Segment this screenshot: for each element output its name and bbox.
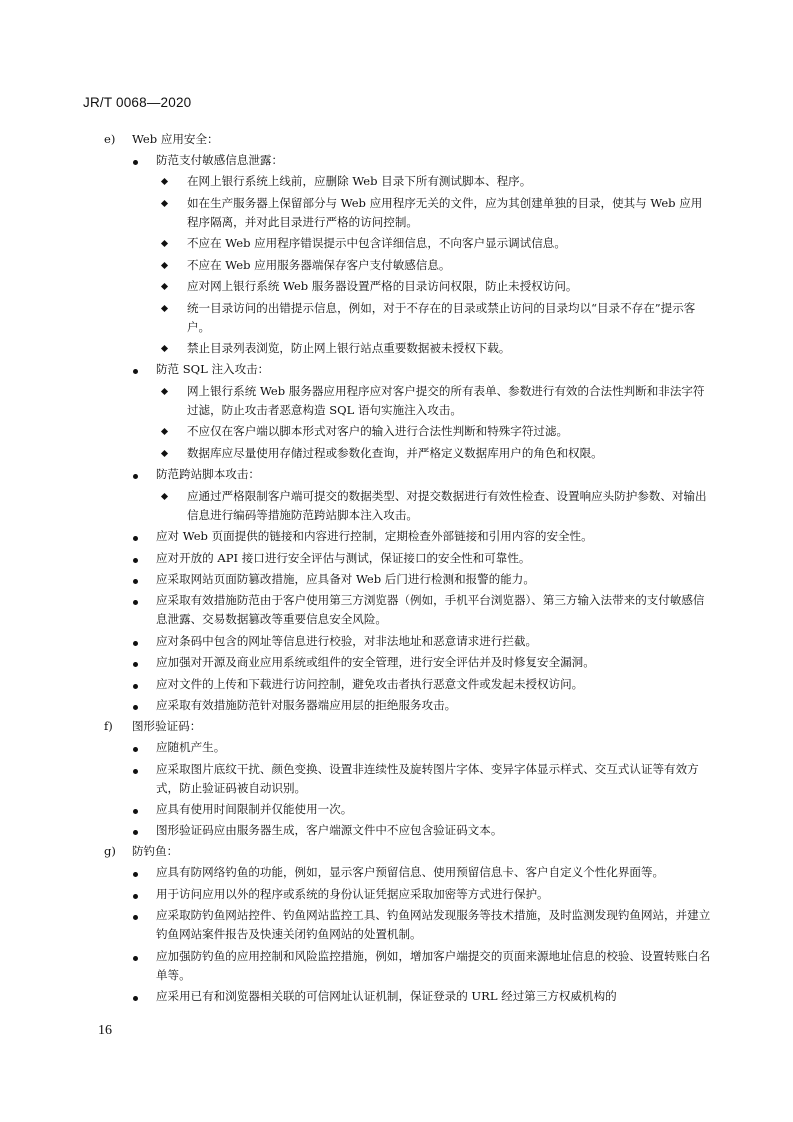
list-item-text: 应加强对开源及商业应用系统或组件的安全管理，进行安全评估并及时修复安全漏洞。 (156, 655, 595, 670)
sub-list-item (0, 339, 793, 358)
bullet-icon (133, 579, 138, 584)
sub-list-item-text: 不应仅在客户端以脚本形式对客户的输入进行合法性判断和特殊字符过滤。 (187, 424, 569, 439)
diamond-bullet-icon (161, 493, 168, 500)
bullet-icon (133, 996, 138, 1001)
diamond-bullet-icon (161, 450, 168, 457)
list-item (0, 151, 793, 170)
list-item-text: 应采取网站页面防篡改措施，应具备对 Web 后门进行检测和报警的能力。 (156, 572, 535, 587)
section-label: f) (104, 718, 113, 733)
bullet-icon (133, 705, 138, 710)
sub-list-item (0, 444, 793, 463)
bullet-icon (133, 894, 138, 899)
bullet-icon (133, 915, 138, 920)
bullet-icon (133, 769, 138, 774)
sub-list-item (0, 299, 793, 337)
diamond-bullet-icon (161, 200, 168, 207)
list-item (0, 465, 793, 484)
section-label: e) (104, 131, 116, 146)
diamond-bullet-icon (161, 240, 168, 247)
list-item (0, 675, 793, 694)
list-item-text: 防范 SQL 注入攻击： (156, 362, 270, 377)
bullet-icon (133, 956, 138, 961)
diamond-bullet-icon (161, 388, 168, 395)
list-item (0, 821, 793, 840)
sub-list-item-text: 禁止目录列表浏览，防止网上银行站点重要数据被未授权下载。 (187, 341, 511, 356)
list-item-text: 用于访问应用以外的程序或系统的身份认证凭据应采取加密等方式进行保护。 (156, 886, 549, 901)
sub-list-item-text: 应对网上银行系统 Web 服务器设置严格的目录访问权限，防止未授权访问。 (187, 279, 578, 294)
sub-list-item-text: 在网上银行系统上线前，应删除 Web 目录下所有测试脚本、程序。 (187, 174, 532, 189)
sub-list-item-text: 统一目录访问的出错提示信息，例如，对于不存在的目录或禁止访问的目录均以“目录不存在”提示客户。 (187, 300, 696, 334)
sub-list-item (0, 256, 793, 275)
list-item-text: 应对开放的 API 接口进行安全评估与测试，保证接口的安全性和可靠性。 (156, 550, 531, 565)
bullet-icon (133, 684, 138, 689)
list-item (0, 800, 793, 819)
bullet-icon (133, 830, 138, 835)
diamond-bullet-icon (161, 305, 168, 312)
sub-list-item-text: 如在生产服务器上保留部分与 Web 应用程序无关的文件，应为其创建单独的目录，使其与 Web 应用程序隔离，并对此目录进行严格的访问控制。 (187, 195, 703, 229)
list-item-text: 应采取有效措施防范由于客户使用第三方浏览器（例如，手机平台浏览器）、第三方输入法带来的支付敏感信息泄露、交易数据篡改等重要信息安全风险。 (156, 593, 705, 627)
list-item-text: 应加强防钓鱼的应用控制和风险监控措施，例如，增加客户端提交的页面来源地址信息的校验、设置转账白名单等。 (156, 948, 711, 982)
list-item-text: 防范支付敏感信息泄露： (156, 152, 284, 167)
list-item (0, 863, 793, 882)
bullet-icon (133, 872, 138, 877)
list-item (0, 696, 793, 715)
list-item (0, 885, 793, 904)
section-title: Web 应用安全： (132, 131, 219, 146)
sub-list-item (0, 382, 793, 420)
diamond-bullet-icon (161, 178, 168, 185)
document-body (0, 128, 793, 1006)
sub-list-item (0, 234, 793, 253)
bullet-icon (133, 474, 138, 479)
list-item (0, 632, 793, 651)
list-item (0, 987, 793, 1006)
diamond-bullet-icon (161, 262, 168, 269)
page-number: 16 (98, 1023, 112, 1038)
diamond-bullet-icon (161, 283, 168, 290)
sub-list-item (0, 194, 793, 232)
bullet-icon (133, 558, 138, 563)
list-item (0, 549, 793, 568)
sub-list-item-text: 不应在 Web 应用程序错误提示中包含详细信息，不向客户显示调试信息。 (187, 236, 566, 251)
list-item-text: 应采取有效措施防范针对服务器端应用层的拒绝服务攻击。 (156, 698, 457, 713)
section-heading (0, 842, 793, 861)
bullet-icon (133, 600, 138, 605)
list-item (0, 360, 793, 379)
list-item (0, 760, 793, 798)
diamond-bullet-icon (161, 345, 168, 352)
section-heading (0, 717, 793, 736)
bullet-icon (133, 662, 138, 667)
sub-list-item-text: 网上银行系统 Web 服务器应用程序应对客户提交的所有表单、参数进行有效的合法性判断和非法字符过滤，防止攻击者恶意构造 SQL 语句实施注入攻击。 (187, 383, 705, 417)
list-item-text: 应随机产生。 (156, 740, 226, 755)
list-item (0, 570, 793, 589)
list-item-text: 防范跨站脚本攻击： (156, 467, 260, 482)
sub-list-item (0, 172, 793, 191)
bullet-icon (133, 641, 138, 646)
sub-list-item-text: 应通过严格限制客户端可提交的数据类型、对提交数据进行有效性检查、设置响应头防护参数、对输出信息进行编码等措施防范跨站脚本注入攻击。 (187, 488, 707, 522)
sub-list-item (0, 487, 793, 525)
bullet-icon (133, 809, 138, 814)
section-label: g) (104, 843, 116, 858)
section-title: 图形验证码： (132, 718, 202, 733)
list-item (0, 591, 793, 629)
sub-list-item-text: 不应在 Web 应用服务器端保存客户支付敏感信息。 (187, 257, 451, 272)
bullet-icon (133, 747, 138, 752)
list-item (0, 947, 793, 985)
sub-list-item-text: 数据库应尽量使用存储过程或参数化查询，并严格定义数据库用户的角色和权限。 (187, 445, 603, 460)
list-item-text: 应对文件的上传和下载进行访问控制，避免攻击者执行恶意文件或发起未授权访问。 (156, 676, 584, 691)
list-item (0, 906, 793, 944)
bullet-icon (133, 369, 138, 374)
list-item-text: 应具有使用时间限制并仅能使用一次。 (156, 802, 353, 816)
list-item-text: 应具有防网络钓鱼的功能，例如，显示客户预留信息、使用预留信息卡、客户自定义个性化界面等。 (156, 865, 665, 880)
bullet-icon (133, 160, 138, 165)
sub-list-item (0, 422, 793, 441)
list-item-text: 应采取防钓鱼网站控件、钓鱼网站监控工具、钓鱼网站发现服务等技术措施，及时监测发现钓鱼网站，并建立钓鱼网站案件报告及快速关闭钓鱼网站的处置机制。 (156, 908, 711, 942)
sub-list-item (0, 277, 793, 296)
list-item-text: 应采取图片底纹干扰、颜色变换、设置非连续性及旋转图片字体、变异字体显示样式、交互式认证等有效方式，防止验证码被自动识别。 (156, 761, 699, 795)
section-title: 防钓鱼： (132, 843, 179, 858)
list-item-text: 图形验证码应由服务器生成，客户端源文件中不应包含验证码文本。 (156, 823, 503, 838)
bullet-icon (133, 536, 138, 541)
document-id: JR/T 0068—2020 (83, 95, 192, 110)
diamond-bullet-icon (161, 428, 168, 435)
list-item-text: 应对 Web 页面提供的链接和内容进行控制，定期检查外部链接和引用内容的安全性。 (156, 529, 593, 544)
section-heading (0, 130, 793, 149)
list-item (0, 527, 793, 546)
list-item (0, 738, 793, 757)
list-item-text: 应采用已有和浏览器相关联的可信网址认证机制，保证登录的 URL 经过第三方权威机构的 (156, 989, 617, 1004)
list-item (0, 653, 793, 672)
list-item-text: 应对条码中包含的网址等信息进行校验，对非法地址和恶意请求进行拦截。 (156, 633, 538, 648)
